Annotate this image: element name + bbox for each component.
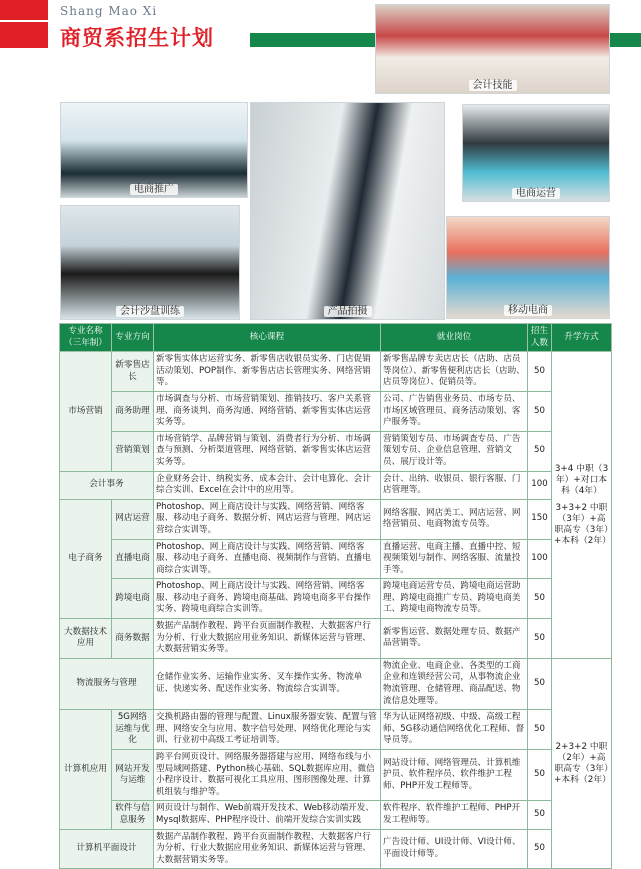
core-courses-cell: 网页设计与制作、Web前端开发技术、Web移动端开发、Mysql数据库、PHP程序设计、前端开发综合实训实践 bbox=[154, 801, 381, 829]
jobs-cell: 跨境电商运营专员、跨境电商运营助理、跨境电商推广专员、跨境电商美工、跨境电商物流专员等。 bbox=[381, 579, 528, 619]
study-path-a: 3+4 中职（3年）+对口本科（4年） bbox=[554, 463, 609, 496]
study-path-c: 2+3+2 中职（2年）+高职高专（3年）+本科（2年） bbox=[554, 741, 611, 785]
major-marketing: 市场营销 bbox=[60, 352, 112, 471]
jobs-cell: 公司、广告销售业务员、市场专员、市场区域管理员、商务活动策划、客户服务等。 bbox=[381, 391, 528, 431]
col-header-direction: 专业方向 bbox=[112, 324, 154, 352]
enrollment-cell: 50 bbox=[528, 391, 552, 431]
photo-ecommerce-operation bbox=[462, 104, 610, 202]
header-red-bar bbox=[0, 22, 48, 48]
study-path-b: 3+3+2 中职（3年）+高职高专（3年）+本科（2年） bbox=[554, 502, 611, 546]
jobs-cell: 网站设计师、网络管理员、计算机维护员、软件程序员、软件维护工程师、PHP开发工程师等。 bbox=[381, 750, 528, 801]
core-courses-cell: 新零售实体店运营实务、新零售店收银员实务、门店促销活动策划、POP制作、新零售店店长管理实务、网络营销等。 bbox=[154, 352, 381, 392]
photo-caption: 电商运营 bbox=[512, 188, 560, 199]
direction-cell: 跨境电商 bbox=[112, 579, 154, 619]
enrollment-cell: 150 bbox=[528, 499, 552, 539]
photo-caption: 会计沙盘训练 bbox=[116, 306, 184, 317]
direction-cell: 新零售店长 bbox=[112, 352, 154, 392]
photo-caption: 会计技能 bbox=[469, 80, 517, 91]
core-courses-cell: Photoshop、网上商店设计与实践、网络营销、网络客服、移动电子商务、跨境电商基础、跨境电商多平台操作实务、跨境电商综合实训等。 bbox=[154, 579, 381, 619]
photo-ecommerce-promotion bbox=[60, 102, 248, 198]
core-courses-cell: 数据产品制作教程、跨平台页面制作教程、大数据客户行为分析、行业大数据应用业务知识、新媒体运营与管理、大数据营销实务等。 bbox=[154, 619, 381, 659]
table-row bbox=[60, 471, 612, 499]
jobs-cell: 会计、出纳、收银员、银行客服、门店管理等。 bbox=[381, 471, 528, 499]
major-ecommerce: 电子商务 bbox=[60, 499, 112, 618]
jobs-cell: 华为认证网络初级、中级、高级工程师、5G移动通信网络优化工程师、督导员等。 bbox=[381, 710, 528, 750]
table-row bbox=[60, 539, 612, 579]
jobs-cell: 营销策划专员、市场调查专员、广告策划专员、企业信息管理、营销文员、展厅设计等。 bbox=[381, 431, 528, 471]
photo-product-shooting bbox=[250, 102, 445, 320]
core-courses-cell: Photoshop、网上商店设计与实践、网络营销、网络客服、移动电子商务、数据分析、网店运营与管理、网店运营综合实训等。 bbox=[154, 499, 381, 539]
direction-cell: 网站开发与运维 bbox=[112, 750, 154, 801]
direction-cell: 网店运营 bbox=[112, 499, 154, 539]
enrollment-cell: 100 bbox=[528, 539, 552, 579]
jobs-cell: 软件程序、软件维护工程师、PHP开发工程师等。 bbox=[381, 801, 528, 829]
col-header-major: 专业名称（三年制） bbox=[60, 324, 112, 352]
col-header-study-path: 升学方式 bbox=[552, 324, 612, 352]
table-row bbox=[60, 619, 612, 659]
enrollment-cell: 50 bbox=[528, 750, 552, 801]
direction-cell: 软件与信息服务 bbox=[112, 801, 154, 829]
direction-cell: 营销策划 bbox=[112, 431, 154, 471]
core-courses-cell: 企业财务会计、纳税实务、成本会计、会计电算化、会计综合实训、Excel在会计中的应用等。 bbox=[154, 471, 381, 499]
enrollment-cell: 50 bbox=[528, 431, 552, 471]
direction-cell: 5G网络运维与优化 bbox=[112, 710, 154, 750]
jobs-cell: 网络客服、网店美工、网店运营、网络营销员、电商物流专员等。 bbox=[381, 499, 528, 539]
col-header-jobs: 就业岗位 bbox=[381, 324, 528, 352]
enrollment-cell: 100 bbox=[528, 471, 552, 499]
table-row bbox=[60, 658, 612, 709]
table-row bbox=[60, 579, 612, 619]
table-row bbox=[60, 391, 612, 431]
jobs-cell: 新零售品牌专卖店店长（店助、店员等岗位）、新零售便利店店长（店助、店员等岗位）、促销员等。 bbox=[381, 352, 528, 392]
major-bigdata: 大数据技术应用 bbox=[60, 619, 112, 659]
enrollment-cell: 50 bbox=[528, 579, 552, 619]
table-header-row bbox=[60, 324, 612, 352]
jobs-cell: 新零售运营、数据处理专员、数据产品营销等。 bbox=[381, 619, 528, 659]
major-accounting: 会计事务 bbox=[60, 471, 154, 499]
core-courses-cell: Photoshop、网上商店设计与实践、网络营销、网络客服、移动电子商务、直播电商、视频制作与营销、直播电商综合实训等。 bbox=[154, 539, 381, 579]
core-courses-cell: 跨平台网页设计、网络服务器搭建与应用、网络布线与小型局域网搭建、Python核心基础、SQL数据库应用、微信小程序设计、数据可视化工具应用、图形图像处理、计算机组装与维护等。 bbox=[154, 750, 381, 801]
photo-accounting-skills bbox=[375, 4, 610, 94]
enrollment-cell: 50 bbox=[528, 619, 552, 659]
jobs-cell: 物流企业、电商企业、各类型的工商企业和连锁经营公司，从事物流企业物流管理、仓储管理、商品配送、物流信息处理等。 bbox=[381, 658, 528, 709]
col-header-enrollment: 招生人数 bbox=[528, 324, 552, 352]
enrollment-cell: 50 bbox=[528, 658, 552, 709]
core-courses-cell: 仓储作业实务、运输作业实务、叉车操作实务、物流单证、快递实务、配送作业实务、物流综合实训等。 bbox=[154, 658, 381, 709]
table-row bbox=[60, 750, 612, 801]
study-path-3-4-and-3-3-2 bbox=[552, 352, 612, 659]
photo-caption: 产品拍摄 bbox=[324, 306, 372, 317]
table-row bbox=[60, 352, 612, 392]
photo-mobile-ecommerce bbox=[446, 216, 610, 319]
table-row bbox=[60, 710, 612, 750]
enrollment-table bbox=[59, 323, 612, 869]
page-title: 商贸系招生计划 bbox=[60, 26, 214, 50]
photo-caption: 移动电商 bbox=[504, 305, 552, 316]
direction-cell: 商务数据 bbox=[112, 619, 154, 659]
jobs-cell: 广告设计师、UI设计师、VI设计师、平面设计师等。 bbox=[381, 829, 528, 869]
core-courses-cell: 交换机路由器的管理与配置、Linux服务器安装、配置与管理、网络安全与应用、数字信号处理、网络优化理论与实训、行业初中高级工考证培训等。 bbox=[154, 710, 381, 750]
direction-cell: 商务助理 bbox=[112, 391, 154, 431]
major-graphic-design: 计算机平面设计 bbox=[60, 829, 154, 869]
col-header-core-courses: 核心课程 bbox=[154, 324, 381, 352]
photo-accounting-sandbox bbox=[60, 205, 240, 320]
table-row bbox=[60, 499, 612, 539]
core-courses-cell: 市场营销学、品牌营销与策划、消费者行为分析、市场调查与预测、分析渠道管理、网络营销、新零售实体店运营实务等。 bbox=[154, 431, 381, 471]
header-pinyin: Shang Mao Xi bbox=[60, 4, 158, 18]
table-row bbox=[60, 801, 612, 829]
enrollment-cell: 50 bbox=[528, 829, 552, 869]
table-row bbox=[60, 829, 612, 869]
photo-caption: 电商推广 bbox=[130, 184, 178, 195]
enrollment-cell: 50 bbox=[528, 352, 552, 392]
major-computer: 计算机应用 bbox=[60, 710, 112, 829]
jobs-cell: 直播运营、电商主播、直播中控、短视频策划与制作、网络客服、流量投手等。 bbox=[381, 539, 528, 579]
table-row bbox=[60, 431, 612, 471]
major-logistics: 物流服务与管理 bbox=[60, 658, 154, 709]
enrollment-cell: 50 bbox=[528, 801, 552, 829]
core-courses-cell: 市场调查与分析、市场营销策划、推销技巧、客户关系管理、商务谈判、商务沟通、网络营销、新零售实体店运营实务等。 bbox=[154, 391, 381, 431]
enrollment-cell: 50 bbox=[528, 710, 552, 750]
core-courses-cell: 数据产品制作教程、跨平台页面制作教程、大数据客户行为分析、行业大数据应用业务知识、新媒体运营与管理、大数据营销实务等。 bbox=[154, 829, 381, 869]
header-red-block bbox=[0, 0, 48, 20]
study-path-2-3-2 bbox=[552, 658, 612, 869]
direction-cell: 直播电商 bbox=[112, 539, 154, 579]
